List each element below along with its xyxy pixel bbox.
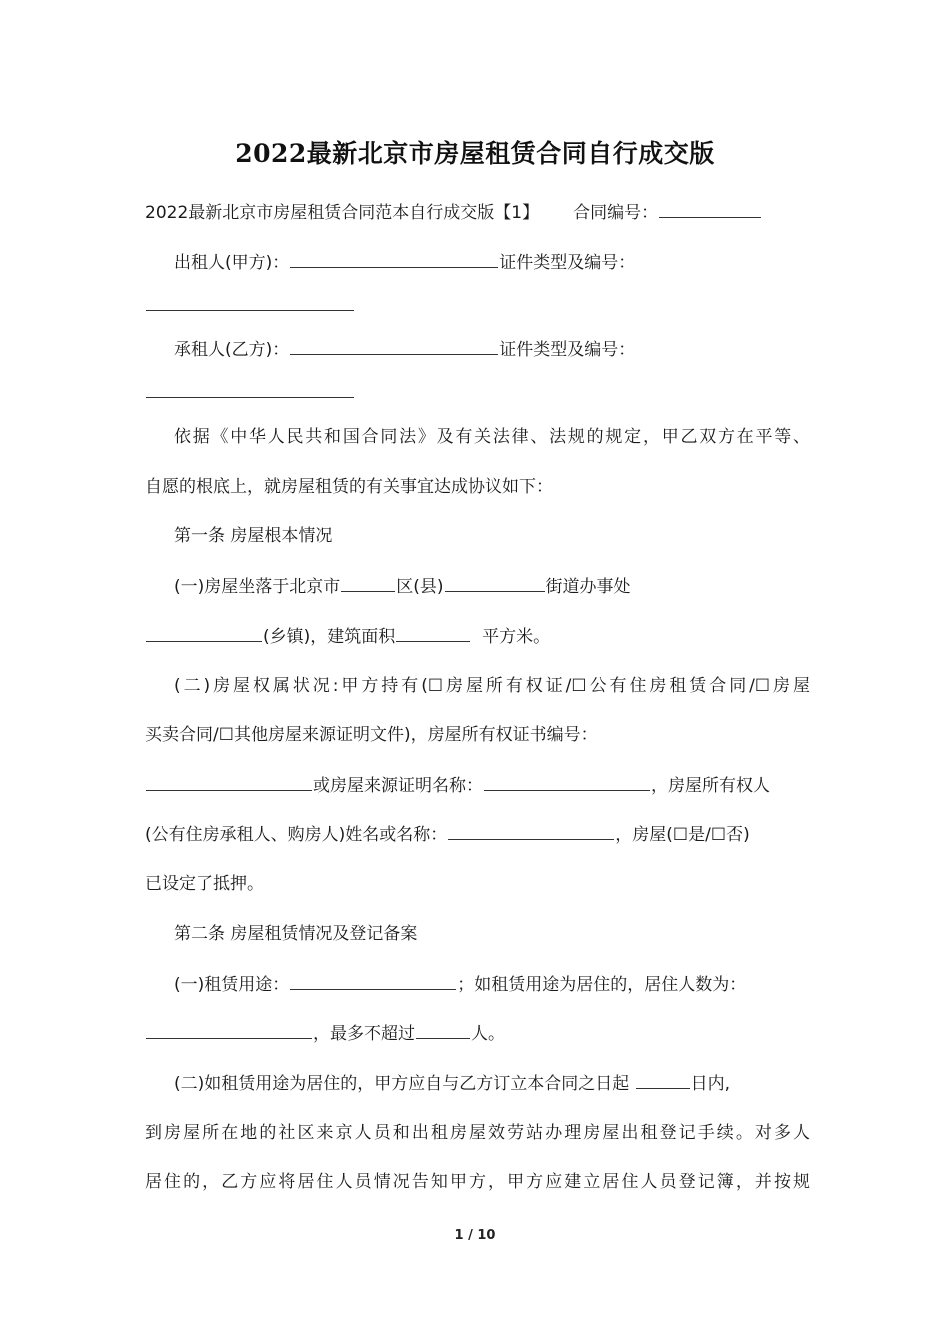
area-blank <box>396 624 470 642</box>
page-footer: 1 / 10 <box>454 1228 496 1243</box>
contract-no-label: 合同编号： <box>573 203 659 223</box>
article-1-item-2-line-5: 已设定了抵押。 <box>145 874 264 894</box>
lessee-id-blank <box>146 380 354 398</box>
residents-label: ；如租赁用途为居住的，居住人数为： <box>457 975 747 995</box>
intro-line <box>145 200 810 225</box>
max-residents-label: ，最多不超过 <box>313 1024 415 1044</box>
residents-blank <box>146 1021 312 1039</box>
district-blank <box>341 574 395 592</box>
max-residents-blank <box>416 1021 470 1039</box>
article-2-item-1-line-2 <box>145 1021 810 1046</box>
district-text: 区(县) <box>396 577 444 597</box>
preamble-line-1: 依据《中华人民共和国合同法》及有关法律、法规的规定，甲乙双方在平等、 <box>174 427 810 447</box>
article-2-item-1-line-1 <box>174 972 810 997</box>
street-blank <box>445 574 545 592</box>
owner-label: ，房屋所有权人 <box>651 776 770 796</box>
lessee-id-label: 证件类型及编号： <box>499 340 636 360</box>
preamble-line-2: 自愿的根底上，就房屋租赁的有关事宜达成协议如下： <box>145 477 553 497</box>
lessor-name-blank <box>290 250 498 268</box>
certificate-no-blank <box>146 773 312 791</box>
location-city-text: (一)房屋坐落于北京市 <box>174 577 341 597</box>
lessee-name-blank <box>290 337 498 355</box>
usage-label: (一)租赁用途： <box>174 975 290 995</box>
article-1-item-1-line-1 <box>174 574 810 599</box>
area-label: (乡镇)，建筑面积 <box>263 627 396 647</box>
page-total: 10 <box>477 1228 496 1243</box>
page-number: 1 <box>454 1228 464 1243</box>
intro-text: 2022最新北京市房屋租赁合同范本自行成交版【1】 <box>145 203 540 223</box>
lessee-id-line <box>145 380 810 405</box>
lessor-line <box>174 250 810 275</box>
article-1-item-2-line-3 <box>145 773 810 798</box>
article-2-item-2-line-3: 居住的，乙方应将居住人员情况告知甲方，甲方应建立居住人员登记簿，并按规 <box>145 1172 810 1192</box>
article-2-heading: 第二条 房屋租赁情况及登记备案 <box>174 924 418 944</box>
source-proof-label: 或房屋来源证明名称： <box>313 776 483 796</box>
lessee-line <box>174 337 810 362</box>
registration-text: (二)如租赁用途为居住的，甲方应自与乙方订立本合同之日起 <box>174 1074 630 1094</box>
lessor-id-line <box>145 293 810 318</box>
document-title: 2022最新北京市房屋租赁合同自行成交版 <box>235 139 715 168</box>
owner-name-blank <box>448 822 614 840</box>
township-blank <box>146 624 262 642</box>
article-1-item-2-line-4 <box>145 822 810 847</box>
residents-unit: 人。 <box>471 1024 505 1044</box>
contract-no-blank <box>659 200 761 218</box>
article-1-item-2-line-2: 买卖合同/☐其他房屋来源证明文件)，房屋所有权证书编号： <box>145 725 598 745</box>
usage-blank <box>290 972 456 990</box>
article-2-item-2-line-1 <box>174 1071 810 1096</box>
article-1-item-2-line-1: (二)房屋权属状况:甲方持有(☐房屋所有权证/☐公有住房租赁合同/☐房屋 <box>174 676 810 696</box>
registration-days-blank <box>636 1071 690 1089</box>
street-office-text: 街道办事处 <box>545 577 631 597</box>
owner-name-label: (公有住房承租人、购房人)姓名或名称： <box>145 825 448 845</box>
source-proof-blank <box>484 773 650 791</box>
article-1-heading: 第一条 房屋根本情况 <box>174 526 333 546</box>
registration-days-unit: 日内, <box>690 1074 731 1094</box>
lessee-label: 承租人(乙方)： <box>174 340 290 360</box>
mortgage-choice-text: ，房屋(☐是/☐否) <box>615 825 750 845</box>
lessor-id-blank <box>146 293 354 311</box>
lessor-label: 出租人(甲方)： <box>174 253 290 273</box>
article-1-item-1-line-2 <box>145 624 810 649</box>
lessor-id-label: 证件类型及编号： <box>499 253 636 273</box>
article-2-item-2-line-2: 到房屋所在地的社区来京人员和出租房屋效劳站办理房屋出租登记手续。对多人 <box>145 1123 810 1143</box>
area-unit: 平方米。 <box>482 627 551 647</box>
